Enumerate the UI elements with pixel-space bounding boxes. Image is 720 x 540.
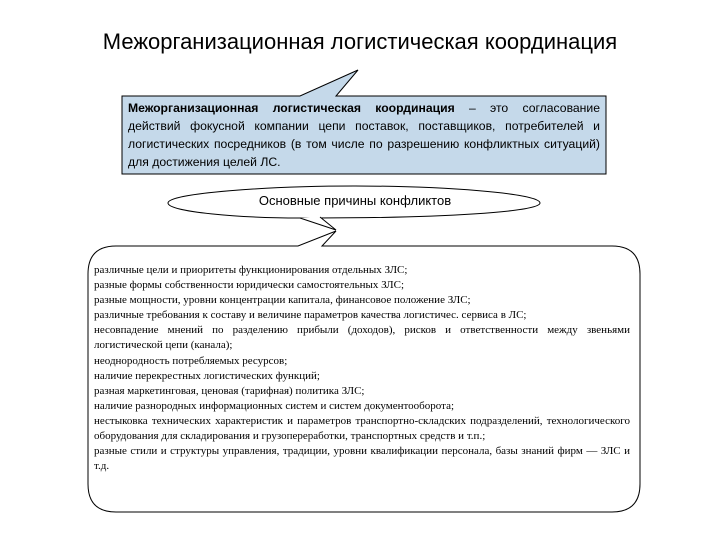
reason-item: разные мощности, уровни концентрации капитала, финансовое положение ЗЛС;: [94, 294, 471, 307]
reason-item: нестыковка технических характеристик и параметров транспортно-складских подразделений, технологического оборудования для складирования и грузопереработки, транспортных средств и т.п.;: [94, 414, 630, 443]
reason-item: разная маркетинговая, ценовая (тарифная) политика ЗЛС;: [94, 384, 365, 397]
definition-term: Межорганизационная логистическая координация: [128, 101, 455, 115]
reasons-list: [94, 263, 630, 508]
definition-body: – это согласование действий фокусной компании цепи поставок, поставщиков, потребителей и логистических посредников (в том числе по разрешению конфликтных ситуаций) для достижения целей ЛС.: [128, 101, 601, 169]
reason-item: различные цели и приоритеты функционирования отдельных ЗЛС;: [94, 264, 408, 276]
slide-title: Межорганизационная логистическая координация: [102, 29, 618, 54]
reason-item: различные требования к составу и величине параметров качества логистичес. сервиса в ЛС;: [94, 309, 527, 322]
definition-text: [124, 97, 604, 171]
reason-item: разные формы собственности юридически самостоятельных ЗЛС;: [94, 279, 405, 292]
reason-item: наличие перекрестных логистических функций;: [94, 369, 320, 382]
conflict-causes-heading: Основные причины конфликтов: [258, 193, 452, 208]
reason-item: наличие разнородных информационных систем и систем документооборота;: [94, 399, 455, 412]
reason-item: разные стили и структуры управления, традиции, уровни квалификации персонала, базы знаний фирм — ЗЛС и т.д.: [94, 445, 630, 473]
oval-pointer: [300, 217, 336, 230]
reason-item: несовпадение мнений по разделению прибыли (доходов), рисков и ответственности между звеньями логистической цепи (канала);: [94, 324, 630, 352]
reason-item: неоднородность потребляемых ресурсов;: [94, 354, 288, 367]
